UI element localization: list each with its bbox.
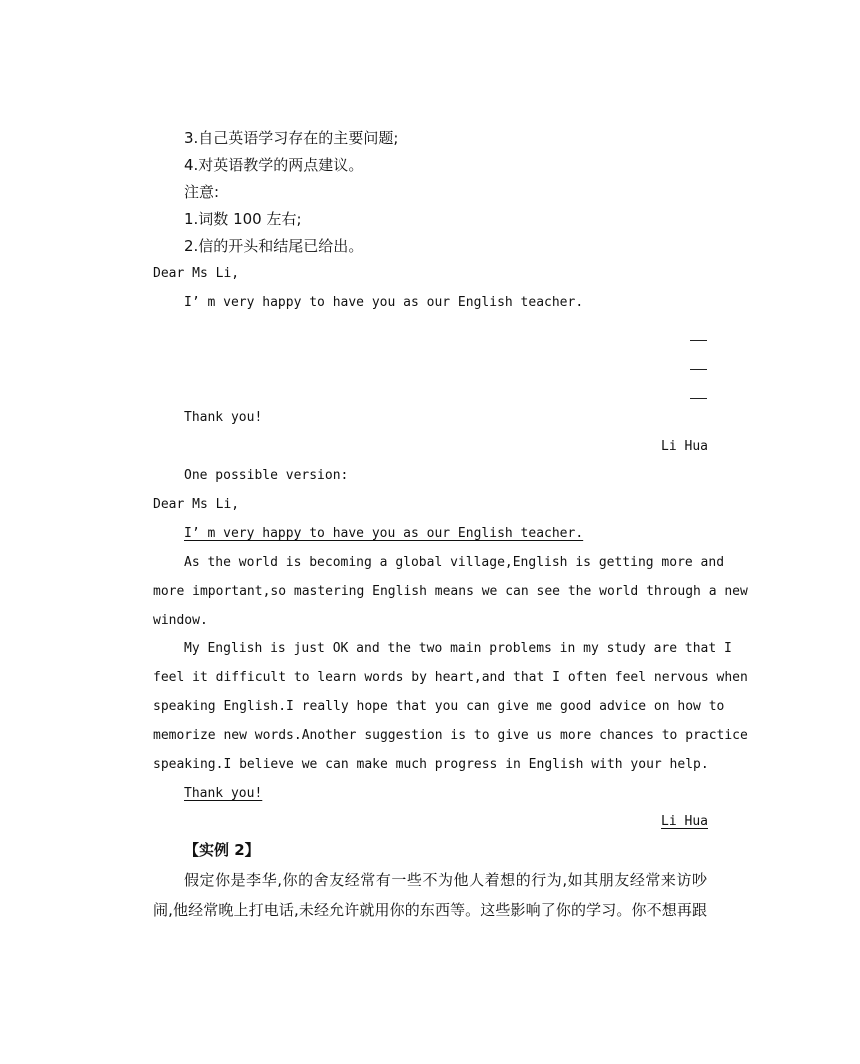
writing-blank-line xyxy=(690,369,707,370)
sample-signature: Li Hua xyxy=(661,814,708,829)
requirement-item-4: 4.对英语教学的两点建议。 xyxy=(184,156,364,174)
example-label: 【实例 2】 xyxy=(184,841,260,859)
paragraph-line: speaking English.I really hope that you can give me good advice on how to xyxy=(153,699,725,714)
paragraph-line: speaking.I believe we can make much progress in English with your help. xyxy=(153,757,709,772)
template-signature: Li Hua xyxy=(661,439,708,454)
sample-heading: One possible version: xyxy=(184,468,349,483)
note-item-1: 1.词数 100 左右; xyxy=(184,210,302,228)
example-text-line: 假定你是李华,你的舍友经常有一些不为他人着想的行为,如其朋友经常来访吵 xyxy=(184,871,707,889)
template-salutation: Dear Ms Li, xyxy=(153,266,240,281)
sample-opening: I’ m very happy to have you as our English teacher. xyxy=(184,526,584,541)
paragraph-line: memorize new words.Another suggestion is to give us more chances to practice xyxy=(153,728,748,743)
paragraph-line: more important,so mastering English means we can see the world through a new xyxy=(153,584,748,599)
paragraph-line: feel it difficult to learn words by heart,and that I often feel nervous when xyxy=(153,670,748,685)
paragraph-line: As the world is becoming a global village,English is getting more and xyxy=(184,555,725,570)
sample-salutation: Dear Ms Li, xyxy=(153,497,240,512)
writing-blank-line xyxy=(690,340,707,341)
requirement-item-3: 3.自己英语学习存在的主要问题; xyxy=(184,129,399,147)
note-label: 注意: xyxy=(184,183,220,201)
note-item-2: 2.信的开头和结尾已给出。 xyxy=(184,237,364,255)
sample-closing: Thank you! xyxy=(184,786,263,801)
paragraph-line: window. xyxy=(153,613,208,628)
paragraph-line: My English is just OK and the two main problems in my study are that I xyxy=(184,641,732,656)
example-text-line: 闹,他经常晚上打电话,未经允许就用你的东西等。这些影响了你的学习。你不想再跟 xyxy=(153,901,707,919)
writing-blank-line xyxy=(690,398,707,399)
template-opening: I’ m very happy to have you as our English teacher. xyxy=(184,295,584,310)
template-closing: Thank you! xyxy=(184,410,263,425)
